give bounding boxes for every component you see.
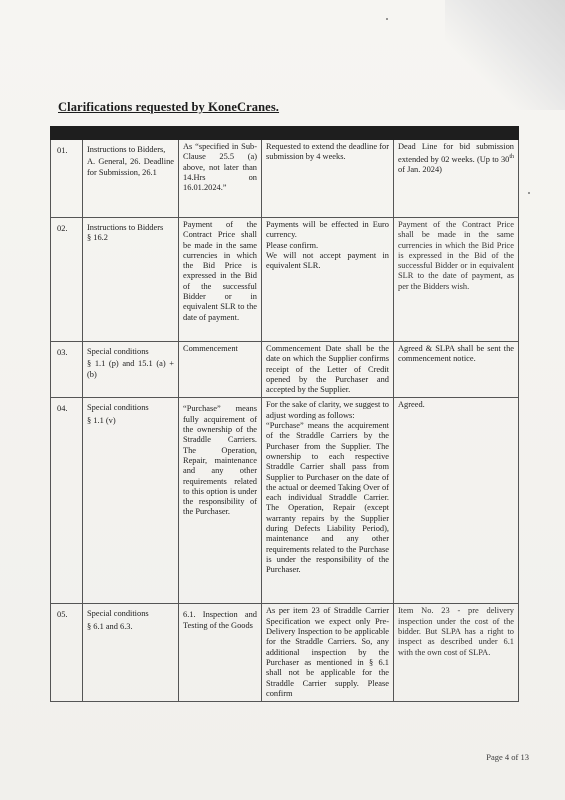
reference-line: Instructions to Bidders, — [87, 145, 166, 154]
request-cell — [262, 398, 394, 604]
reference-cell — [83, 604, 179, 702]
request-cell: Requested to extend the deadline for submission by 4 weeks. — [262, 140, 394, 218]
table-row — [51, 342, 519, 398]
request-line: Payments will be effected in Euro currency. — [266, 220, 389, 240]
clause-cell: “Purchase” means fully acquirement of the ownership of the Straddle Carriers. The Operation, Repair, maintenance and any other requirements related to this option is under the responsibility of the Purchaser. — [179, 398, 262, 604]
clause-cell: As “specified in Sub-Clause 25.5 (a) above, not later than 14.Hrs on 16.01.2024.” — [179, 140, 262, 218]
response-cell: Agreed. — [394, 398, 519, 604]
table-row — [51, 604, 519, 702]
reference-line: A. General, 26. Deadline for Submission, 26.1 — [87, 157, 174, 177]
row-number: 04. — [51, 398, 83, 604]
request-cell: As per item 23 of Straddle Carrier Specification we expect only Pre-Delivery Inspection to be applicable for the Straddle Carriers. So, any additional inspection by the Purchaser as mentioned in § 6.1 shall not be applicable for the Straddle Carrier supply. Please confirm — [262, 604, 394, 702]
reference-line: Special conditions — [87, 609, 149, 619]
clause-cell: Payment of the Contract Price shall be made in the same currencies in which the Bid Price is expressed in the Bid of the successful Bidder or in equivalent SLR to the date of payment. — [179, 218, 262, 342]
request-cell — [262, 218, 394, 342]
table-row — [51, 218, 519, 342]
reference-line: § 1.1 (p) and 15.1 (a) + (b) — [87, 359, 174, 379]
reference-line: § 6.1 and 6.3. — [87, 621, 133, 631]
document-title: Clarifications requested by KoneCranes. — [58, 100, 280, 114]
table-row — [51, 140, 519, 218]
request-cell: Commencement Date shall be the date on which the Supplier confirms receipt of the Letter of Credit opened by the Purchaser and accepted by the Supplier. — [262, 342, 394, 398]
scan-speck — [528, 192, 530, 194]
clause-cell: Commencement — [179, 342, 262, 398]
row-number: 01. — [51, 140, 83, 218]
reference-cell — [83, 398, 179, 604]
reference-cell — [83, 342, 179, 398]
page-number: Page 4 of 13 — [486, 752, 529, 762]
reference-line: § 16.2 — [87, 233, 108, 243]
clause-cell: 6.1. Inspection and Testing of the Goods — [179, 604, 262, 702]
page-corner-fold — [445, 0, 565, 110]
row-number: 05. — [51, 604, 83, 702]
reference-cell — [83, 140, 179, 218]
reference-line: Instructions to Bidders — [87, 223, 164, 232]
request-line: We will not accept payment in equivalent SLR. — [266, 250, 389, 271]
reference-cell — [83, 218, 179, 342]
request-line: Please confirm. — [266, 240, 319, 250]
reference-line: Special conditions — [87, 347, 149, 356]
reference-line: § 1.1 (v) — [87, 415, 116, 425]
response-cell: Agreed & SLPA shall be sent the commencement notice. — [394, 342, 519, 398]
scan-speck — [386, 18, 388, 20]
table-header-bar — [51, 127, 519, 140]
table-row — [51, 398, 519, 604]
response-cell: Item No. 23 - pre delivery inspection under the cost of the bidder. But SLPA has a right to inspect as described under 6.1 with the own cost of SLPA. — [394, 604, 519, 702]
clarifications-table — [50, 126, 519, 702]
reference-line: Special conditions — [87, 403, 149, 413]
row-number: 02. — [51, 218, 83, 342]
request-line: “Purchase” means the acquirement of the Straddle Carriers by the Purchaser from the Supplier. The ownership to each respective Straddle Carrier shall pass from Supplier to Purchaser on the date of the actual or deemed Taking Over of each individual Straddle Carrier. The Operation, Repair (except warranty repairs by the Supplier during Defects Liability Period), maintenance and any other requirements related to the Purchase is under the responsibility of the Purchaser. — [266, 421, 389, 575]
response-cell: Payment of the Contract Price shall be made in the same currencies in which the Bid Price is expressed in the Bid of the successful Bidder or in equivalent SLR to the date of payment, as per the Bidders wish. — [394, 218, 519, 342]
request-line: For the sake of clarity, we suggest to adjust wording as follows: — [266, 400, 389, 420]
row-number: 03. — [51, 342, 83, 398]
response-cell: Dead Line for bid submission extended by 02 weeks. (Up to 30th of Jan. 2024) — [394, 140, 519, 218]
